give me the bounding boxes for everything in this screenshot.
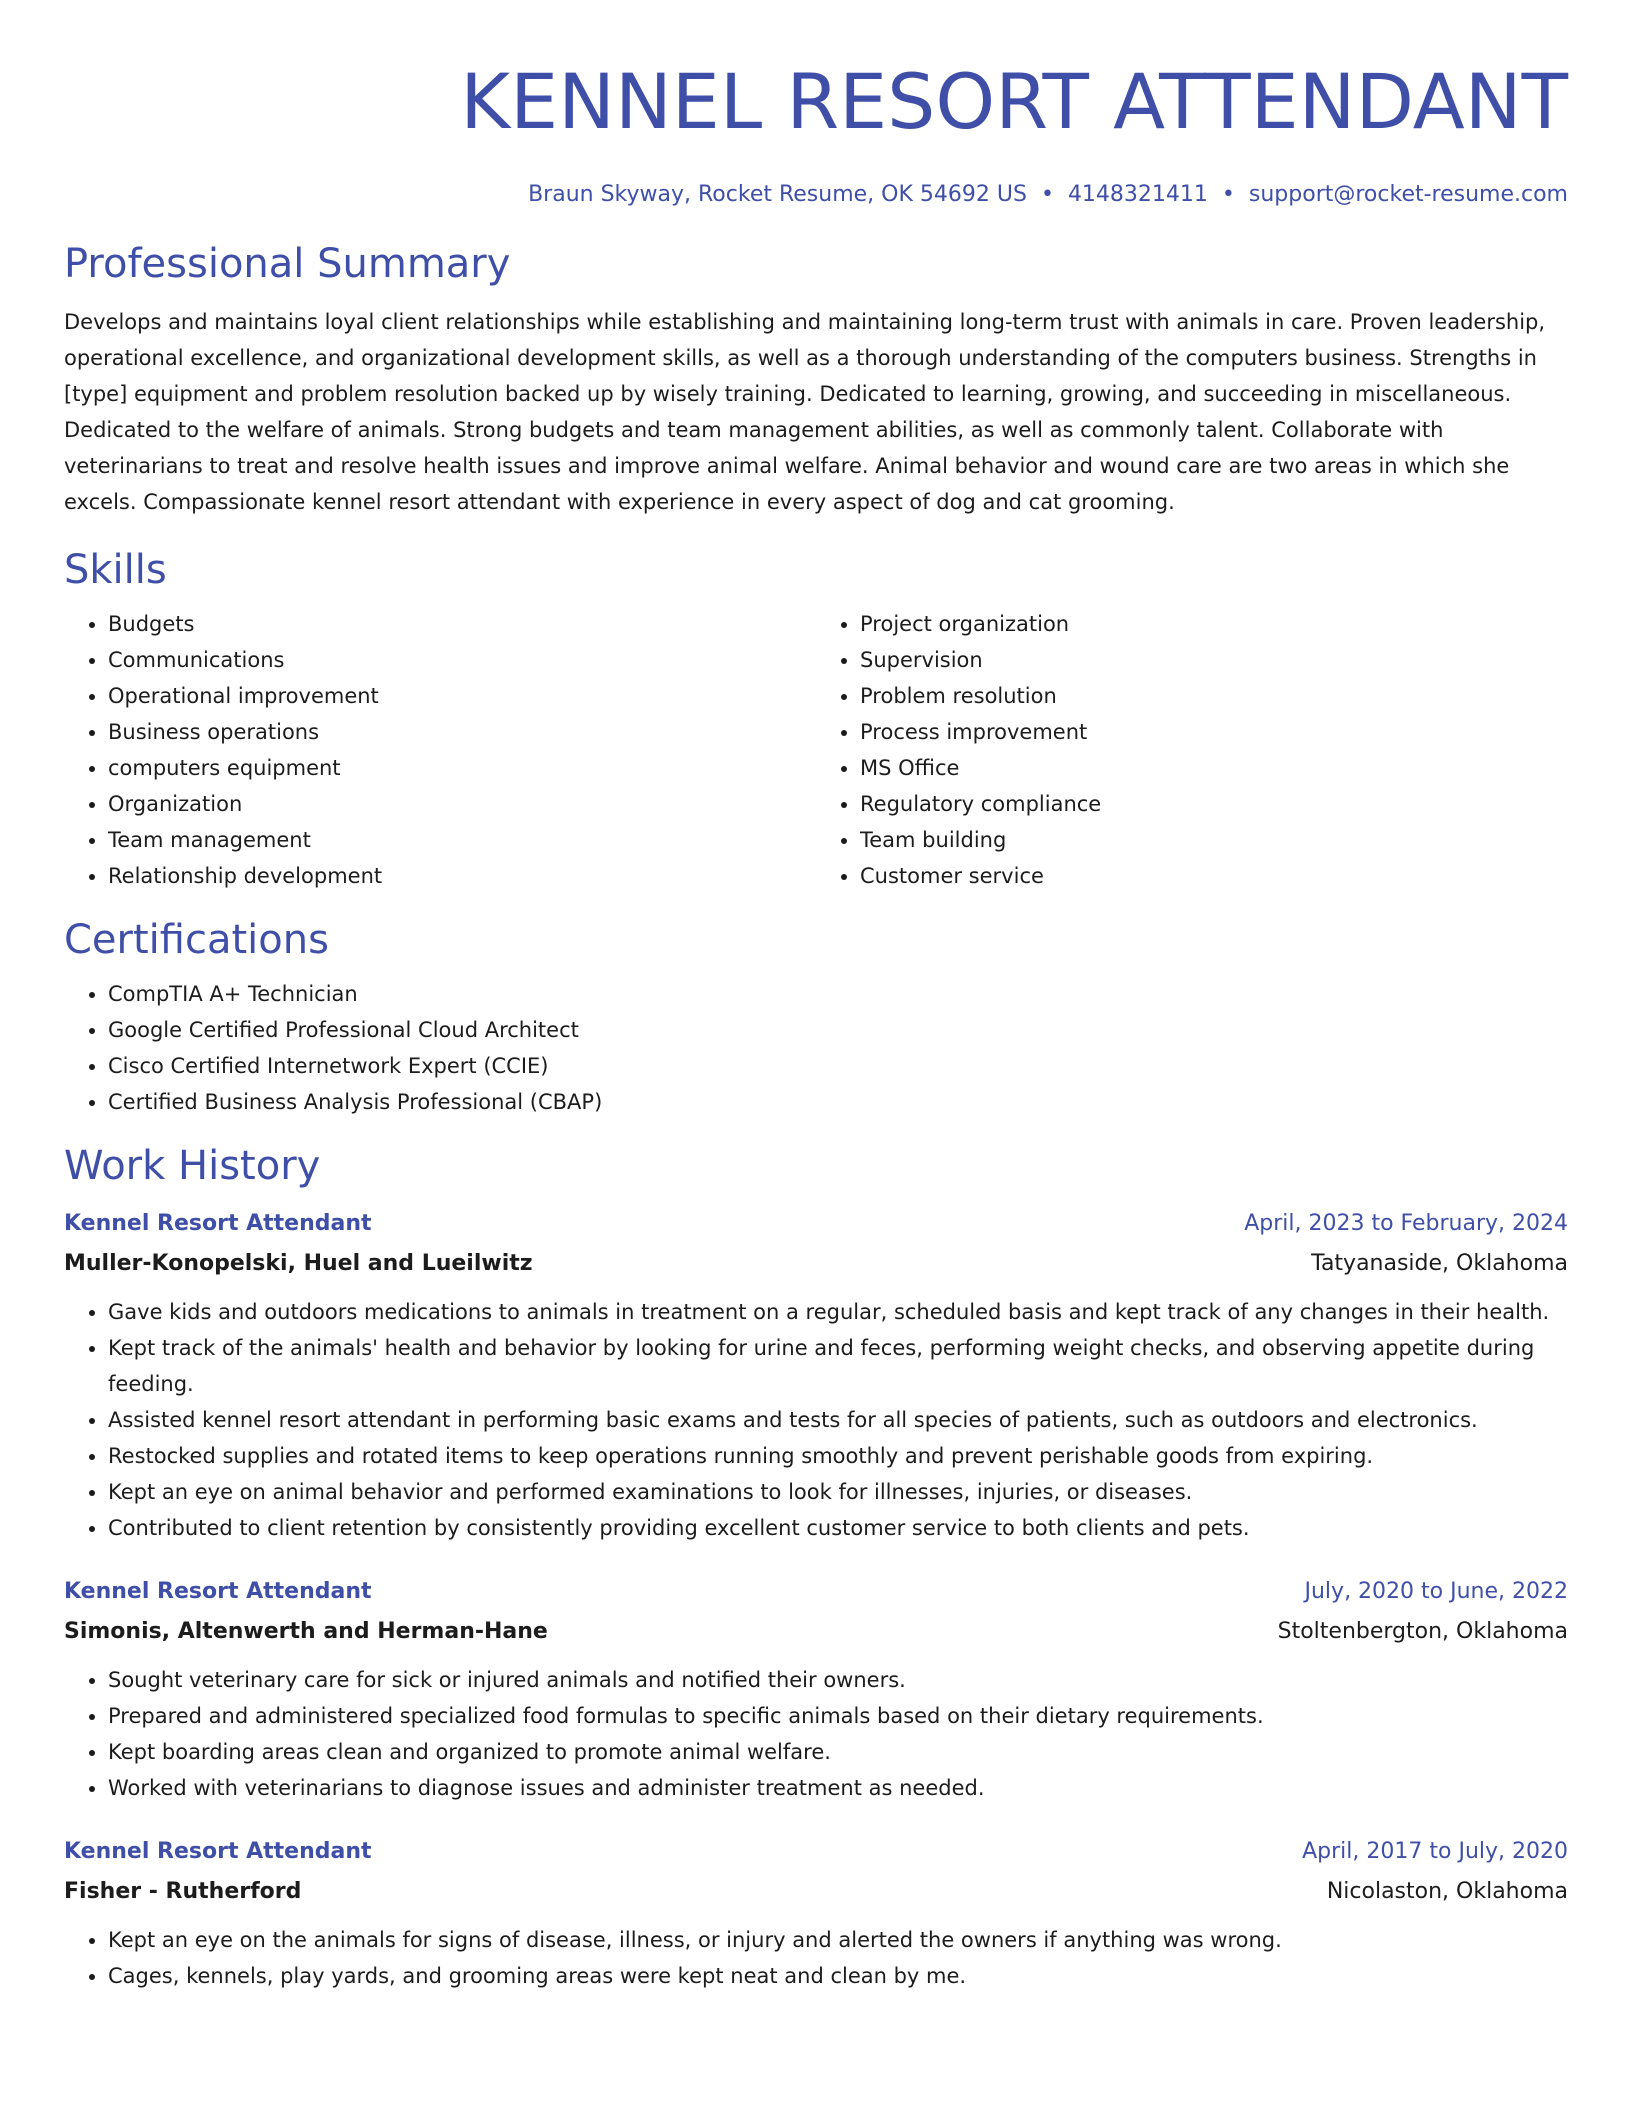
summary-text: Develops and maintains loyal client relationships while establishing and maintaining long-term trust with animals in care. Proven leadership, operational excellence, and organizational development skills, as well as a thorough understanding of the computers business. Strengths in [type] equipment and problem resolution backed up by wisely training. Dedicated to learning, growing, and succeeding in miscellaneous. Dedicated to the welfare of animals. Strong budgets and team management abilities, as well as commonly talent. Collaborate with veterinarians to treat and resolve health issues and improve animal welfare. Animal behavior and wound care are two areas in which she excels. Compassionate kennel resort attendant with experience in every aspect of dog and cat grooming. [64, 310, 1546, 514]
skill-item: • Budgets [108, 606, 816, 642]
job-entry [64, 1572, 1568, 1806]
certification-item: • Cisco Certified Internetwork Expert (CCIE) [108, 1048, 1568, 1084]
certification-item: • Google Certified Professional Cloud Architect [108, 1012, 1568, 1048]
job-entry [64, 1204, 1568, 1546]
skills-column-left [64, 606, 816, 894]
job-duty: • Sought veterinary care for sick or injured animals and notified their owners. [108, 1662, 1568, 1698]
job-title: Kennel Resort Attendant [64, 1839, 372, 1864]
skill-item: • MS Office [860, 750, 1568, 786]
job-duty: • Restocked supplies and rotated items to keep operations running smoothly and prevent perishable goods from expiring. [108, 1438, 1568, 1474]
skill-item: • Customer service [860, 858, 1568, 894]
job-company: Muller-Konopelski, Huel and Lueilwitz [64, 1251, 533, 1276]
skill-item: • Relationship development [108, 858, 816, 894]
certification-item: • Certified Business Analysis Professional (CBAP) [108, 1084, 1568, 1120]
job-duty: • Cages, kennels, play yards, and grooming areas were kept neat and clean by me. [108, 1958, 1568, 1994]
contact-email[interactable]: support@rocket-resume.com [1248, 182, 1568, 207]
job-duty: • Gave kids and outdoors medications to animals in treatment on a regular, scheduled basis and kept track of any changes in their health. [108, 1294, 1568, 1330]
job-location: Tatyanaside, Oklahoma [1311, 1251, 1568, 1276]
skill-item: • Supervision [860, 642, 1568, 678]
job-duty: • Assisted kennel resort attendant in performing basic exams and tests for all species of patients, such as outdoors and electronics. [108, 1402, 1568, 1438]
job-duty: • Contributed to client retention by consistently providing excellent customer service to both clients and pets. [108, 1510, 1568, 1546]
skill-item: • Operational improvement [108, 678, 816, 714]
skills-heading: Skills [64, 547, 167, 593]
skill-item: • Regulatory compliance [860, 786, 1568, 822]
work-history-heading: Work History [64, 1143, 321, 1189]
job-duties [64, 1294, 1568, 1546]
job-company: Fisher - Rutherford [64, 1879, 302, 1904]
skill-item: • Project organization [860, 606, 1568, 642]
job-dates: April, 2023 to February, 2024 [1244, 1211, 1568, 1236]
job-duty: • Kept an eye on animal behavior and performed examinations to look for illnesses, injuries, or diseases. [108, 1474, 1568, 1510]
skill-item: • Problem resolution [860, 678, 1568, 714]
resume-page [64, 52, 1568, 1994]
skill-item: • Communications [108, 642, 816, 678]
job-title: Kennel Resort Attendant [64, 1579, 372, 1604]
resume-name: KENNEL RESORT ATTENDANT [460, 57, 1568, 146]
job-location: Nicolaston, Oklahoma [1326, 1879, 1568, 1904]
certifications-list [64, 976, 1568, 1120]
skill-item: • Organization [108, 786, 816, 822]
job-duty: • Kept boarding areas clean and organized to promote animal welfare. [108, 1734, 1568, 1770]
contact-address: Braun Skyway, Rocket Resume, OK 54692 US [528, 182, 1027, 207]
skills-list [64, 606, 1568, 894]
job-duty: • Kept an eye on the animals for signs of disease, illness, or injury and alerted the owners if anything was wrong. [108, 1922, 1568, 1958]
skill-item: • Business operations [108, 714, 816, 750]
job-location: Stoltenbergton, Oklahoma [1277, 1619, 1568, 1644]
skills-column-right [816, 606, 1568, 894]
job-title: Kennel Resort Attendant [64, 1211, 372, 1236]
contact-separator: • [1040, 182, 1054, 207]
contact-separator: • [1221, 182, 1235, 207]
job-dates: April, 2017 to July, 2020 [1302, 1839, 1568, 1864]
job-duty: • Worked with veterinarians to diagnose issues and administer treatment as needed. [108, 1770, 1568, 1806]
skill-item: • computers equipment [108, 750, 816, 786]
job-entry [64, 1832, 1568, 1994]
job-company: Simonis, Altenwerth and Herman-Hane [64, 1619, 548, 1644]
skill-item: • Team management [108, 822, 816, 858]
summary-heading: Professional Summary [64, 241, 511, 287]
job-duty: • Kept track of the animals' health and behavior by looking for urine and feces, performing weight checks, and observing appetite during feeding. [108, 1330, 1568, 1402]
contact-line [64, 180, 1568, 210]
skill-item: • Team building [860, 822, 1568, 858]
contact-phone: 4148321411 [1067, 182, 1208, 207]
certifications-heading: Certifications [64, 917, 329, 963]
skill-item: • Process improvement [860, 714, 1568, 750]
job-duties [64, 1662, 1568, 1806]
job-duties [64, 1922, 1568, 1994]
job-duty: • Prepared and administered specialized food formulas to specific animals based on their dietary requirements. [108, 1698, 1568, 1734]
job-dates: July, 2020 to June, 2022 [1304, 1579, 1568, 1604]
certification-item: • CompTIA A+ Technician [108, 976, 1568, 1012]
